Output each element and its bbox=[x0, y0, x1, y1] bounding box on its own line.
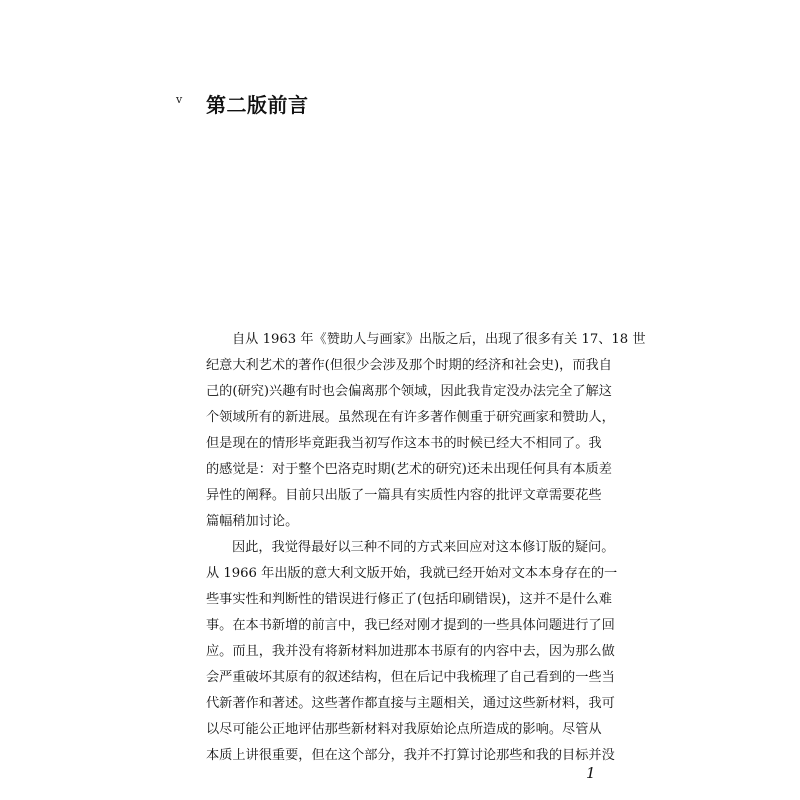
text-line: 事。在本书新增的前言中，我已经对刚才提到的一些具体问题进行了回 bbox=[206, 618, 615, 633]
text-line: 以尽可能公正地评估那些新材料对我原始论点所造成的影响。尽管从 bbox=[206, 722, 602, 737]
text-line: 应。而且，我并没有将新材料加进那本书原有的内容中去，因为那么做 bbox=[206, 644, 615, 659]
text-line: 因此，我觉得最好以三种不同的方式来回应对这本修订版的疑问。 bbox=[232, 540, 615, 555]
text-line: 本质上讲很重要，但在这个部分，我并不打算讨论那些和我的目标并没 bbox=[206, 748, 615, 763]
text-line: 会严重破坏其原有的叙述结构，但在后记中我梳理了自己看到的一些当 bbox=[206, 670, 615, 685]
text-line: 个领域所有的新进展。虽然现在有许多著作侧重于研究画家和赞助人， bbox=[206, 410, 615, 425]
text-line: 些事实性和判断性的错误进行修正了(包括印刷错误)，这并不是什么难 bbox=[206, 592, 612, 607]
page-number: 1 bbox=[586, 764, 596, 782]
text-line: 纪意大利艺术的著作(但很少会涉及那个时期的经济和社会史)，而我自 bbox=[206, 358, 612, 373]
text-line: 但是现在的情形毕竟距我当初写作这本书的时候已经大不相同了。我 bbox=[206, 436, 602, 451]
text-line: 异性的阐释。目前只出版了一篇具有实质性内容的批评文章需要花些 bbox=[206, 488, 602, 503]
chapter-title: 第二版前言 bbox=[206, 93, 309, 117]
text-line: 自从 1963 年《赞助人与画家》出版之后，出现了很多有关 17、18 世 bbox=[232, 332, 646, 347]
text-line: 从 1966 年出版的意大利文版开始，我就已经开始对文本本身存在的一 bbox=[206, 566, 618, 581]
body-text bbox=[206, 327, 646, 769]
text-line: 己的(研究)兴趣有时也会偏离那个领域，因此我肯定没办法完全了解这 bbox=[206, 384, 612, 399]
text-line: 的感觉是：对于整个巴洛克时期(艺术的研究)还未出现任何具有本质差 bbox=[206, 462, 612, 477]
text-line: 篇幅稍加讨论。 bbox=[206, 514, 299, 529]
text-line: 代新著作和著述。这些著作都直接与主题相关，通过这些新材料，我可 bbox=[206, 696, 615, 711]
page-marker: v bbox=[176, 93, 183, 106]
